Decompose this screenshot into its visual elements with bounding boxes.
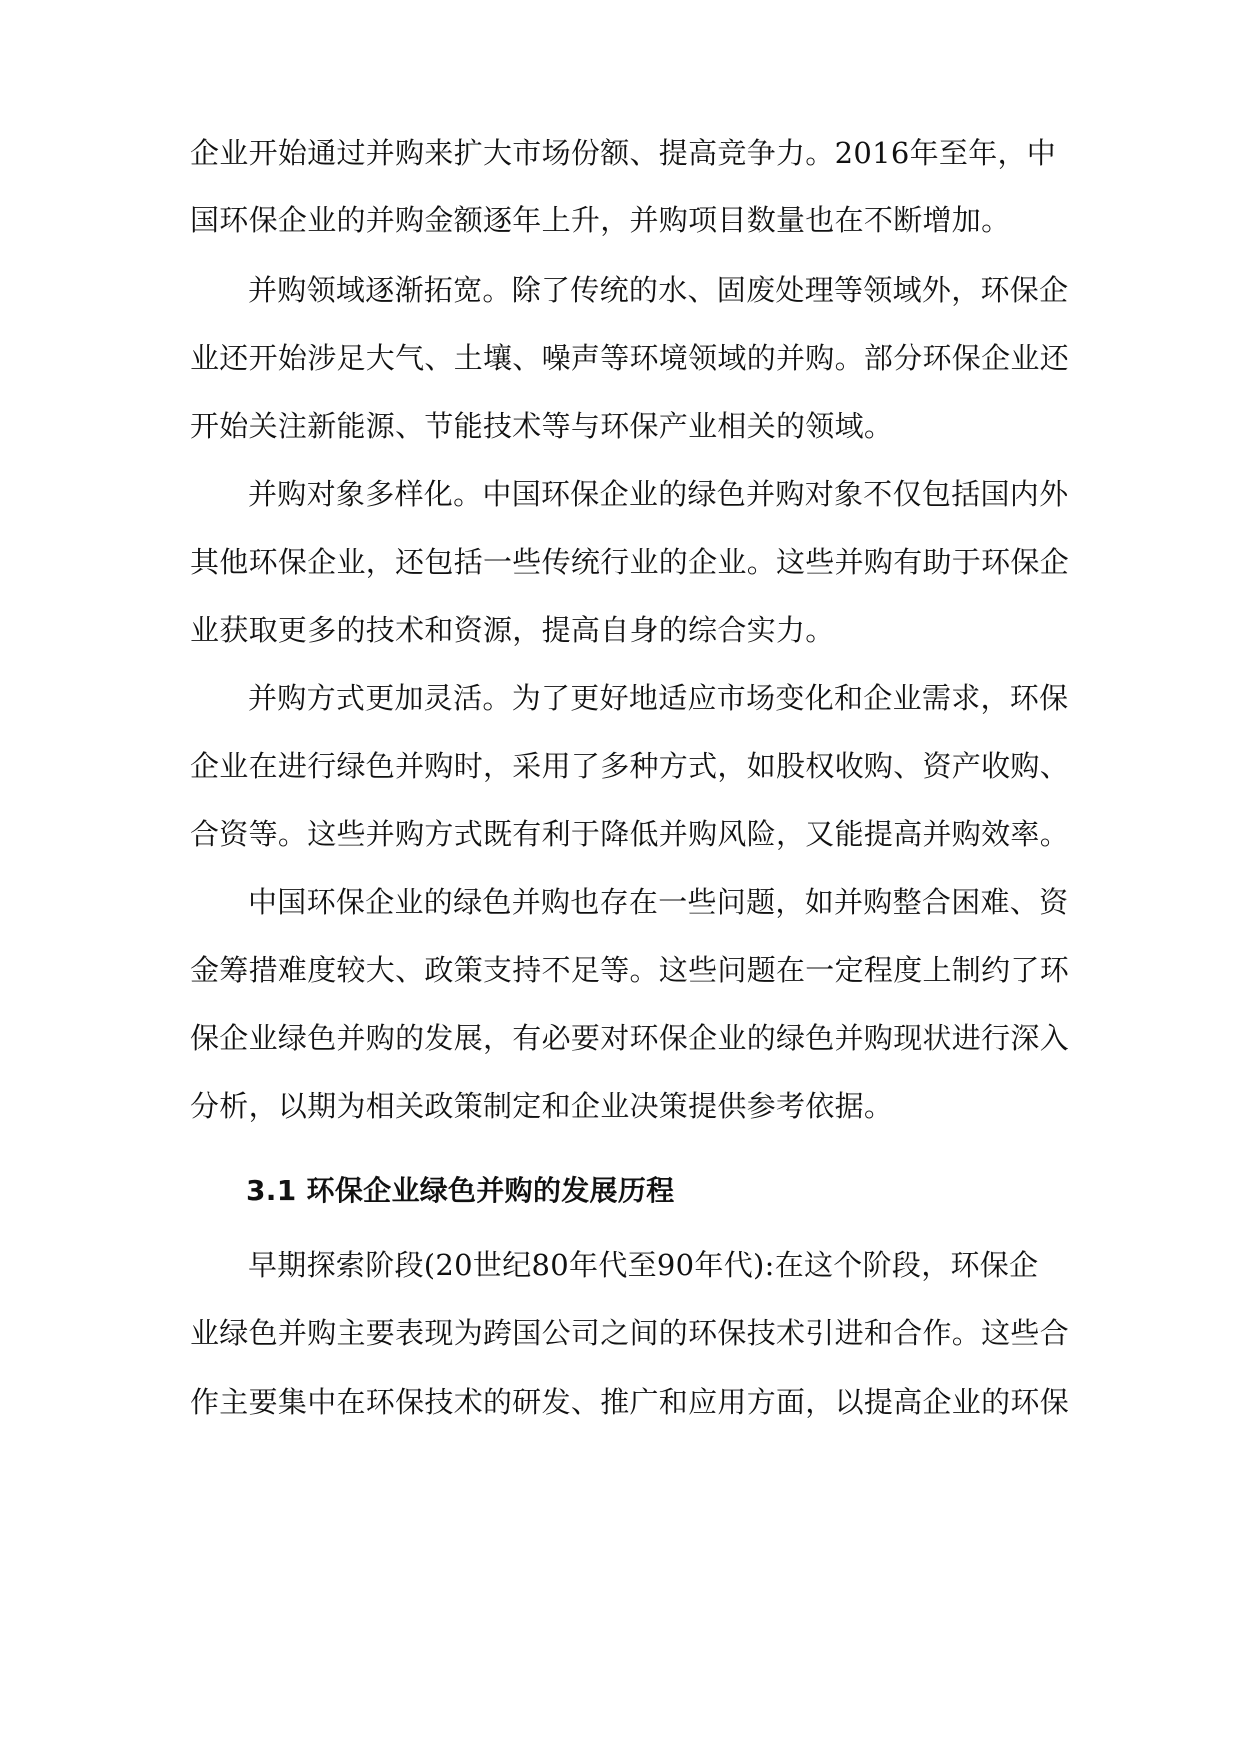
paragraph-first-line: 并购对象多样化。中国环保企业的绿色并购对象不仅包括国内外 bbox=[248, 477, 1069, 511]
text-line: 保企业绿色并购的发展，有必要对环保企业的绿色并购现状进行深入 bbox=[190, 1021, 1070, 1055]
paragraph-first-line: 早期探索阶段(20世纪80年代至90年代):在这个阶段，环保企 bbox=[248, 1248, 1039, 1282]
text-line: 开始关注新能源、节能技术等与环保产业相关的领域。 bbox=[190, 409, 894, 443]
text-line: 业还开始涉足大气、土壤、噪声等环境领域的并购。部分环保企业还 bbox=[190, 341, 1070, 375]
paragraph-first-line: 并购方式更加灵活。为了更好地适应市场变化和企业需求，环保 bbox=[248, 681, 1069, 715]
text-line: 国环保企业的并购金额逐年上升，并购项目数量也在不断增加。 bbox=[190, 203, 1011, 237]
text-line: 业获取更多的技术和资源，提高自身的综合实力。 bbox=[190, 613, 835, 647]
section-heading: 3.1 环保企业绿色并购的发展历程 bbox=[246, 1174, 675, 1207]
text-line: 企业在进行绿色并购时，采用了多种方式，如股权收购、资产收购、 bbox=[190, 749, 1070, 783]
text-line: 其他环保企业，还包括一些传统行业的企业。这些并购有助于环保企 bbox=[190, 545, 1070, 579]
paragraph-first-line: 中国环保企业的绿色并购也存在一些问题，如并购整合困难、资 bbox=[248, 885, 1069, 919]
text-line: 作主要集中在环保技术的研发、推广和应用方面，以提高企业的环保 bbox=[190, 1385, 1070, 1419]
text-line: 合资等。这些并购方式既有利于降低并购风险，又能提高并购效率。 bbox=[190, 817, 1070, 851]
paragraph-first-line: 并购领域逐渐拓宽。除了传统的水、固废处理等领域外，环保企 bbox=[248, 273, 1069, 307]
text-line: 企业开始通过并购来扩大市场份额、提高竞争力。2016年至年，中 bbox=[190, 136, 1057, 170]
text-line: 业绿色并购主要表现为跨国公司之间的环保技术引进和合作。这些合 bbox=[190, 1316, 1070, 1350]
text-line: 金筹措难度较大、政策支持不足等。这些问题在一定程度上制约了环 bbox=[190, 953, 1070, 987]
text-line: 分析，以期为相关政策制定和企业决策提供参考依据。 bbox=[190, 1089, 894, 1123]
